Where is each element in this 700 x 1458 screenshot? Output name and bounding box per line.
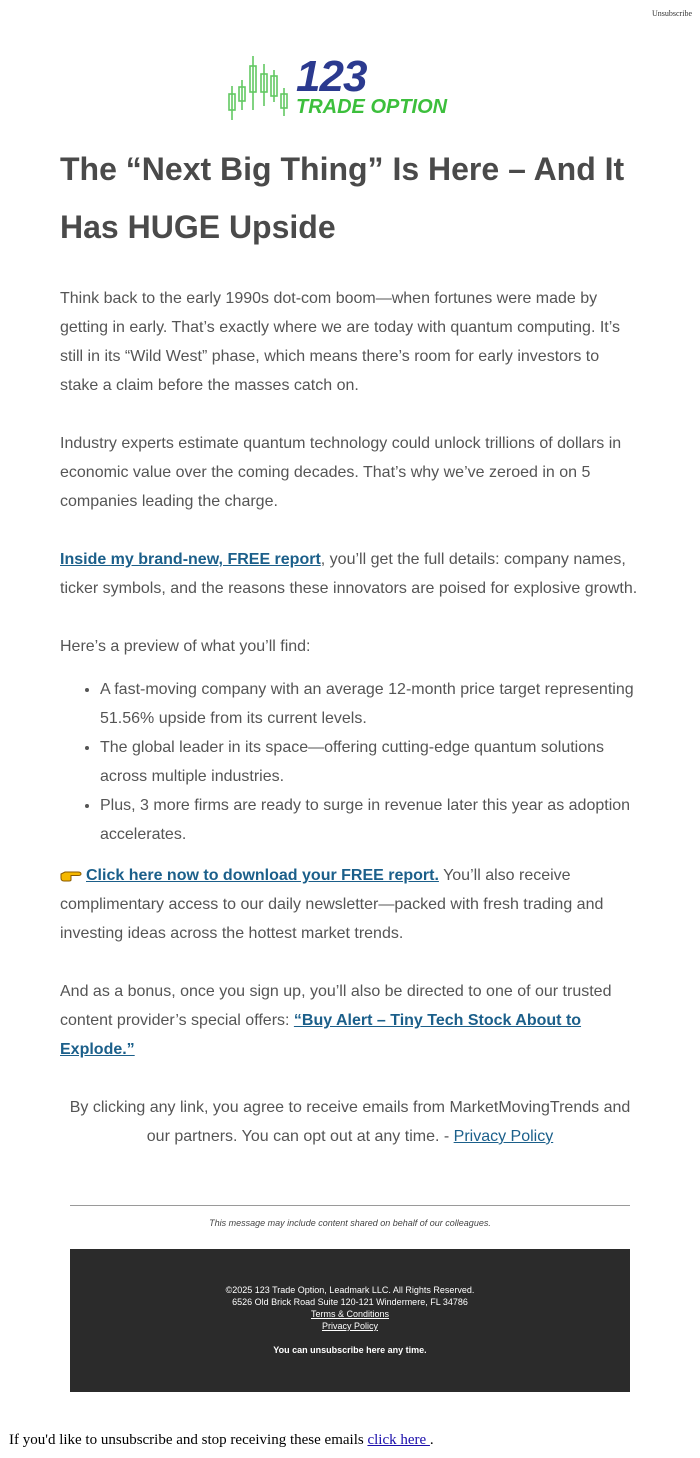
brand-logo[interactable] bbox=[226, 54, 476, 122]
intro-paragraph: Think back to the early 1990s dot-com boom—when fortunes were made by getting in early. That’s exactly where we are today with quantum computing. It’s still in its “Wild West” phase, which means there’s room for early investors to stake a claim before the masses catch on. bbox=[60, 290, 620, 394]
list-item: • Plus, 3 more firms are ready to surge in revenue later this year as adoption accelerates. bbox=[100, 791, 640, 849]
buy-alert-link[interactable]: “Buy Alert – Tiny Tech Stock About to Explode.” bbox=[60, 1012, 582, 1058]
consent-note bbox=[60, 1093, 640, 1151]
market-paragraph: Industry experts estimate quantum technology could unlock trillions of dollars in economic value over the coming decades. That’s why we’ve zeroed in on 5 companies leading the charge. bbox=[60, 435, 622, 510]
preview-list bbox=[60, 675, 640, 849]
bonus-paragraph-text: And as a bonus, once you sign up, you’ll also be directed to one of our trusted content provider’s special offers: bbox=[60, 983, 612, 1029]
footer-unsubscribe-note[interactable]: You can unsubscribe here any time. bbox=[273, 1345, 427, 1355]
bottom-text-end: . bbox=[429, 1432, 434, 1448]
footer-divider bbox=[70, 1205, 630, 1206]
bottom-unsubscribe-link[interactable]: click here bbox=[367, 1432, 430, 1448]
bottom-text: If you'd like to unsubscribe and stop receiving these emails bbox=[9, 1432, 368, 1448]
footer-copyright: ©2025 123 Trade Option, Leadmark LLC. All Rights Reserved. bbox=[225, 1285, 475, 1295]
download-report-link[interactable]: Click here now to download your FREE report. bbox=[86, 867, 439, 884]
consent-text: By clicking any link, you agree to receive emails from MarketMovingTrends and our partners. You can opt out at any time. - bbox=[69, 1099, 631, 1145]
free-report-link[interactable]: Inside my brand-new, FREE report bbox=[60, 551, 321, 568]
footer-address: 6526 Old Brick Road Suite 120-121 Windermere, FL 34786 bbox=[232, 1297, 468, 1307]
cta-paragraph bbox=[60, 861, 640, 948]
logo-tagline: TRADE OPTION bbox=[296, 96, 448, 118]
privacy-policy-link[interactable]: Privacy Policy bbox=[453, 1128, 554, 1145]
preview-intro: Here’s a preview of what you’ll find: bbox=[60, 638, 311, 655]
logo-number: 123 bbox=[296, 52, 367, 101]
bonus-paragraph bbox=[60, 977, 640, 1064]
email-body bbox=[60, 140, 640, 1151]
pointing-hand-icon bbox=[60, 868, 82, 882]
terms-link[interactable]: Terms & Conditions bbox=[310, 1309, 390, 1319]
report-paragraph-text: , you’ll get the full details: company names, ticker symbols, and the reasons these innovators are poised for explosive growth. bbox=[60, 551, 638, 597]
footer-box bbox=[70, 1249, 630, 1392]
headline: The “Next Big Thing” Is Here – And It Has HUGE Upside bbox=[60, 151, 625, 245]
list-item: • A fast-moving company with an average 12-month price target representing 51.56% upside from its current levels. bbox=[100, 675, 640, 733]
top-unsubscribe-link[interactable]: Unsubscribe bbox=[652, 9, 692, 18]
bottom-unsubscribe-line bbox=[9, 1432, 434, 1449]
colleagues-note: This message may include content shared on behalf of our colleagues. bbox=[209, 1218, 491, 1228]
footer-privacy-link[interactable]: Privacy Policy bbox=[321, 1321, 378, 1331]
report-paragraph bbox=[60, 545, 640, 603]
cta-paragraph-text: You’ll also receive complimentary access to our daily newsletter—packed with fresh trading and investing ideas across the hottest market trends. bbox=[60, 867, 604, 942]
list-item: • The global leader in its space—offering cutting-edge quantum solutions across multiple industries. bbox=[100, 733, 640, 791]
